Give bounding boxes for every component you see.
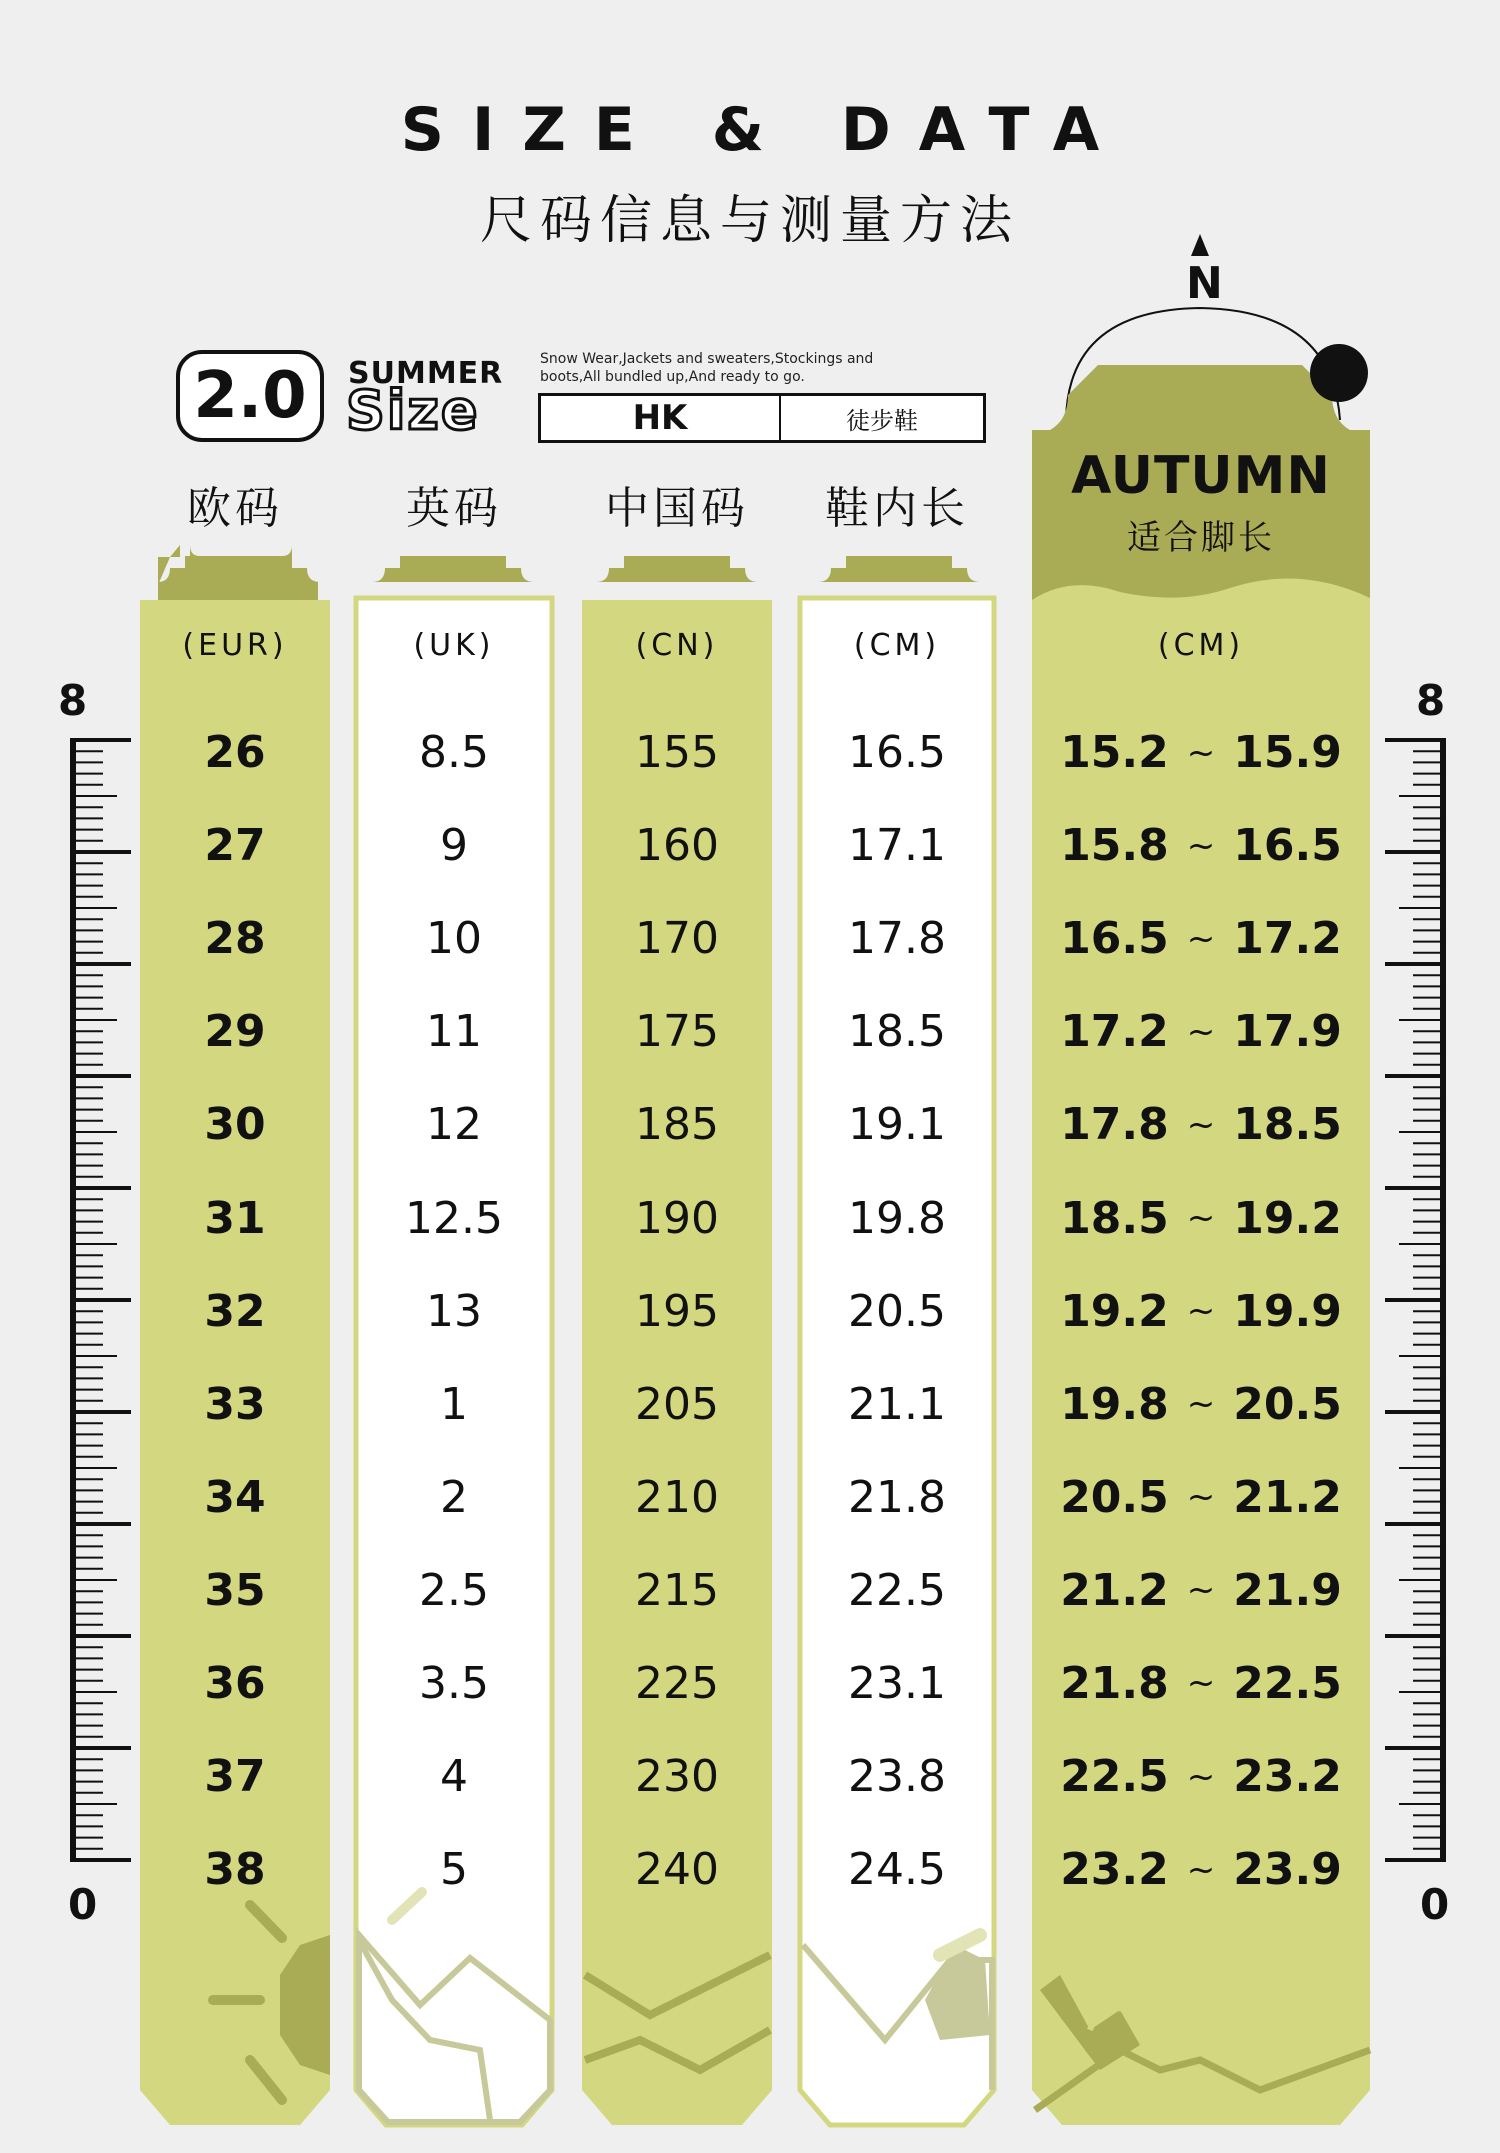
fit-range-row bbox=[1032, 1730, 1370, 1823]
fit-range-max: 21.2 bbox=[1233, 1471, 1342, 1523]
fit-range-min: 23.2 bbox=[1060, 1844, 1169, 1896]
badge-size-label: Size bbox=[346, 379, 480, 442]
fit-range-max: 22.5 bbox=[1233, 1657, 1342, 1709]
unit-eur: (EUR) bbox=[182, 628, 288, 663]
size-cell: 185 bbox=[635, 1099, 719, 1151]
fit-range-max: 16.5 bbox=[1233, 820, 1342, 872]
cn-size-list bbox=[582, 706, 772, 1916]
size-cell: 205 bbox=[635, 1378, 719, 1430]
page-subtitle: 尺码信息与测量方法 bbox=[479, 191, 1020, 251]
fit-range-row bbox=[1032, 1823, 1370, 1916]
fit-range-separator: ~ bbox=[1186, 1198, 1216, 1239]
ruler-right-top: 8 bbox=[1416, 676, 1446, 725]
fit-range-row bbox=[1032, 1544, 1370, 1637]
eur-size-list bbox=[140, 706, 330, 1916]
insole-length-list bbox=[800, 706, 994, 1916]
size-cell: 19.8 bbox=[848, 1192, 946, 1244]
fit-range-max: 17.2 bbox=[1233, 913, 1342, 965]
size-cell: 9 bbox=[440, 820, 468, 872]
size-cell: 17.1 bbox=[848, 820, 946, 872]
size-cell: 20.5 bbox=[848, 1285, 946, 1337]
size-cell: 33 bbox=[204, 1378, 266, 1430]
fit-range-min: 15.8 bbox=[1060, 820, 1169, 872]
fit-range-separator: ~ bbox=[1186, 1570, 1216, 1611]
tagline: Snow Wear,Jackets and sweaters,Stockings and boots,All bundled up,And ready to go. bbox=[540, 351, 874, 385]
size-cell: 195 bbox=[635, 1285, 719, 1337]
size-cell: 23.1 bbox=[848, 1657, 946, 1709]
fit-range-separator: ~ bbox=[1186, 1104, 1216, 1145]
column-head-cn: 中国码 bbox=[605, 483, 749, 534]
size-cell: 19.1 bbox=[848, 1099, 946, 1151]
size-cell: 22.5 bbox=[848, 1564, 946, 1616]
unit-fit: (CM) bbox=[1157, 628, 1245, 663]
fit-range-min: 19.8 bbox=[1060, 1378, 1169, 1430]
size-cell: 24.5 bbox=[848, 1844, 946, 1896]
ruler-left-bottom: 0 bbox=[68, 1880, 98, 1929]
size-cell: 190 bbox=[635, 1192, 719, 1244]
size-cell: 29 bbox=[204, 1006, 266, 1058]
size-cell: 160 bbox=[635, 820, 719, 872]
category-type: 徒步鞋 bbox=[846, 406, 918, 435]
fit-range-min: 20.5 bbox=[1060, 1471, 1169, 1523]
fit-range-max: 18.5 bbox=[1233, 1099, 1342, 1151]
size-cell: 23.8 bbox=[848, 1751, 946, 1803]
fit-range-row bbox=[1032, 1637, 1370, 1730]
badge-summer-label: SUMMER bbox=[348, 356, 504, 391]
fit-range-max: 23.9 bbox=[1233, 1844, 1342, 1896]
fit-range-row bbox=[1032, 892, 1370, 985]
column-head-uk: 英码 bbox=[406, 483, 502, 534]
fit-range-row bbox=[1032, 1078, 1370, 1171]
size-cell: 225 bbox=[635, 1657, 719, 1709]
size-cell: 18.5 bbox=[848, 1006, 946, 1058]
fit-range-min: 19.2 bbox=[1060, 1285, 1169, 1337]
size-cell: 175 bbox=[635, 1006, 719, 1058]
fit-range-separator: ~ bbox=[1186, 1756, 1216, 1797]
autumn-title: AUTUMN bbox=[1071, 446, 1331, 506]
size-cell: 28 bbox=[204, 913, 266, 965]
fit-range-min: 15.2 bbox=[1060, 727, 1169, 779]
fit-range-min: 21.2 bbox=[1060, 1564, 1169, 1616]
fit-range-max: 17.9 bbox=[1233, 1006, 1342, 1058]
fit-range-separator: ~ bbox=[1186, 918, 1216, 959]
size-cell: 16.5 bbox=[848, 727, 946, 779]
size-cell: 5 bbox=[440, 1844, 468, 1896]
fit-range-separator: ~ bbox=[1186, 825, 1216, 866]
fit-range-min: 17.8 bbox=[1060, 1099, 1169, 1151]
compass-label: N bbox=[1186, 258, 1223, 309]
size-cell: 8.5 bbox=[419, 727, 489, 779]
uk-size-list bbox=[356, 706, 552, 1916]
fit-range-max: 23.2 bbox=[1233, 1751, 1342, 1803]
size-cell: 4 bbox=[440, 1751, 468, 1803]
column-head-cm: 鞋内长 bbox=[825, 483, 969, 534]
column-head-eur: 欧码 bbox=[187, 483, 283, 534]
fit-range-min: 22.5 bbox=[1060, 1751, 1169, 1803]
fit-range-max: 20.5 bbox=[1233, 1378, 1342, 1430]
unit-uk: (UK) bbox=[413, 628, 495, 663]
ruler-right-bottom: 0 bbox=[1420, 1880, 1450, 1929]
left-ruler bbox=[73, 738, 131, 1862]
size-cell: 12 bbox=[426, 1099, 482, 1151]
fit-range-separator: ~ bbox=[1186, 1663, 1216, 1704]
fit-range-row bbox=[1032, 1358, 1370, 1451]
size-cell: 13 bbox=[426, 1285, 482, 1337]
size-cell: 170 bbox=[635, 913, 719, 965]
fit-range-min: 17.2 bbox=[1060, 1006, 1169, 1058]
fit-range-separator: ~ bbox=[1186, 1477, 1216, 1518]
fit-range-max: 21.9 bbox=[1233, 1564, 1342, 1616]
category-box bbox=[538, 393, 986, 443]
ruler-left-top: 8 bbox=[58, 676, 88, 725]
size-cell: 155 bbox=[635, 727, 719, 779]
fit-range-row bbox=[1032, 1171, 1370, 1264]
size-cell: 2 bbox=[440, 1471, 468, 1523]
version-badge: 2.0 bbox=[176, 350, 324, 442]
size-cell: 35 bbox=[204, 1564, 266, 1616]
size-cell: 38 bbox=[204, 1844, 266, 1896]
right-ruler bbox=[1385, 738, 1443, 1862]
size-cell: 34 bbox=[204, 1471, 266, 1523]
fit-range-row bbox=[1032, 1451, 1370, 1544]
size-cell: 37 bbox=[204, 1751, 266, 1803]
category-region: HK bbox=[541, 396, 781, 440]
size-cell: 210 bbox=[635, 1471, 719, 1523]
size-cell: 31 bbox=[204, 1192, 266, 1244]
size-cell: 11 bbox=[426, 1006, 482, 1058]
size-cell: 26 bbox=[204, 727, 266, 779]
fit-range-max: 15.9 bbox=[1233, 727, 1342, 779]
fit-range-min: 16.5 bbox=[1060, 913, 1169, 965]
fit-range-separator: ~ bbox=[1186, 732, 1216, 773]
fit-range-separator: ~ bbox=[1186, 1384, 1216, 1425]
size-cell: 240 bbox=[635, 1844, 719, 1896]
size-cell: 3.5 bbox=[419, 1657, 489, 1709]
size-cell: 1 bbox=[440, 1378, 468, 1430]
fit-range-separator: ~ bbox=[1186, 1849, 1216, 1890]
size-cell: 17.8 bbox=[848, 913, 946, 965]
size-cell: 215 bbox=[635, 1564, 719, 1616]
fit-range-row bbox=[1032, 706, 1370, 799]
fit-range-separator: ~ bbox=[1186, 1291, 1216, 1332]
fit-range-max: 19.9 bbox=[1233, 1285, 1342, 1337]
fit-range-list bbox=[1032, 706, 1370, 1916]
size-cell: 230 bbox=[635, 1751, 719, 1803]
autumn-subtitle: 适合脚长 bbox=[1127, 518, 1275, 558]
size-cell: 27 bbox=[204, 820, 266, 872]
size-cell: 21.8 bbox=[848, 1471, 946, 1523]
unit-cn: (CN) bbox=[635, 628, 719, 663]
fit-range-row bbox=[1032, 799, 1370, 892]
size-cell: 36 bbox=[204, 1657, 266, 1709]
size-cell: 21.1 bbox=[848, 1378, 946, 1430]
fit-range-min: 21.8 bbox=[1060, 1657, 1169, 1709]
size-cell: 10 bbox=[426, 913, 482, 965]
size-cell: 12.5 bbox=[405, 1192, 503, 1244]
size-cell: 32 bbox=[204, 1285, 266, 1337]
fit-range-max: 19.2 bbox=[1233, 1192, 1342, 1244]
fit-range-min: 18.5 bbox=[1060, 1192, 1169, 1244]
fit-range-row bbox=[1032, 1265, 1370, 1358]
page-title: SIZE & DATA bbox=[400, 95, 1128, 165]
size-cell: 30 bbox=[204, 1099, 266, 1151]
size-cell: 2.5 bbox=[419, 1564, 489, 1616]
fit-range-row bbox=[1032, 985, 1370, 1078]
unit-cm: (CM) bbox=[853, 628, 941, 663]
fit-range-separator: ~ bbox=[1186, 1011, 1216, 1052]
